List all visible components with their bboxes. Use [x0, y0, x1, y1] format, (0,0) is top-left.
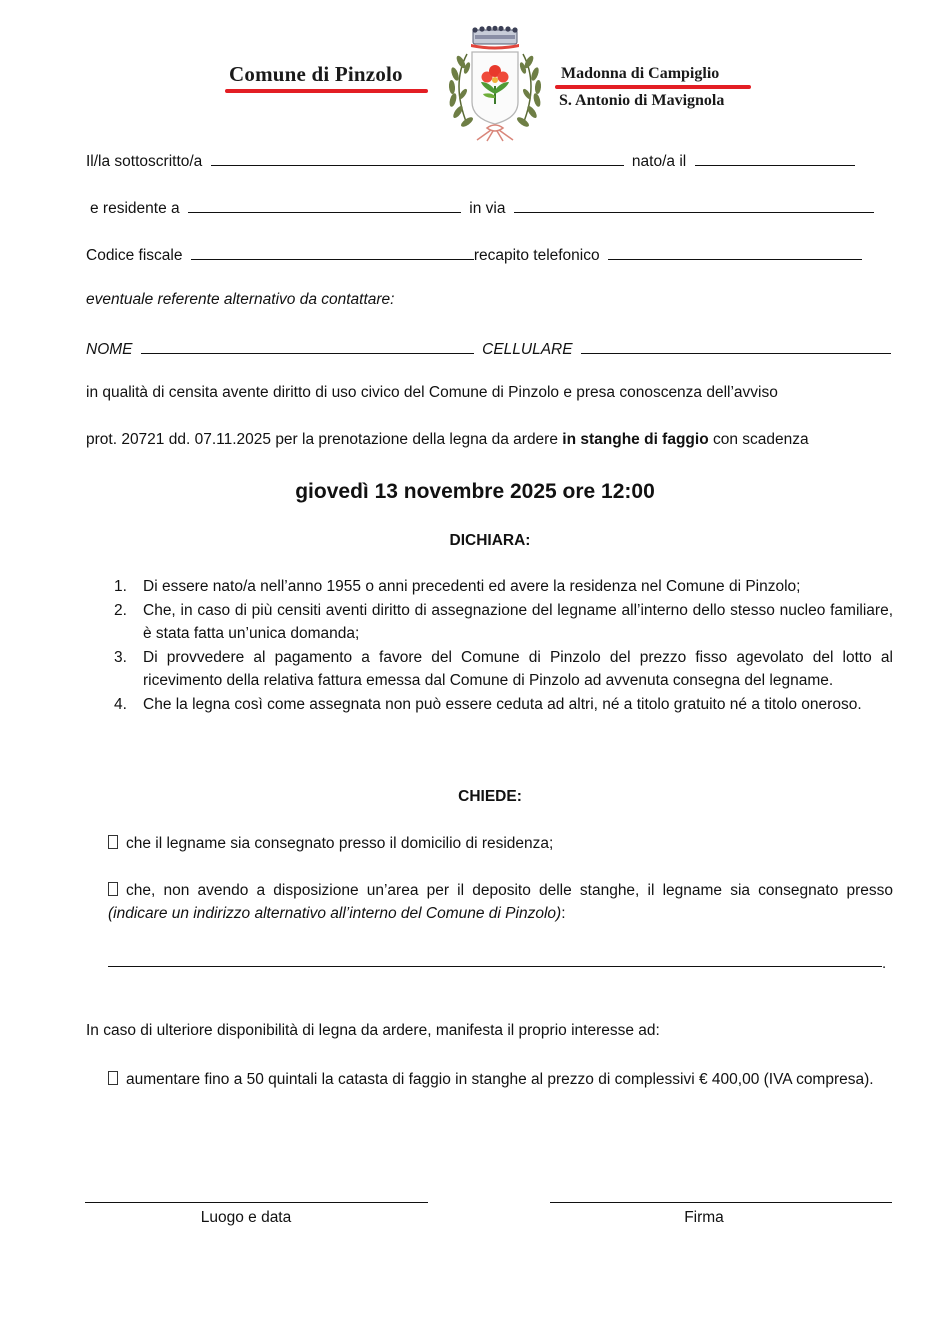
declaration-item: 1. Di essere nato/a nell’anno 1955 o anni precedenti ed avere la residenza nel Comune di Pinzolo; [114, 578, 801, 595]
option-text: aumentare fino a 50 quintali la catasta di faggio in stanghe al prezzo di complessivi € 400,00 (IVA compresa). [126, 1071, 874, 1088]
option-text: che, non avendo a disposizione un’area per il deposito delle stanghe, il legname sia consegnato presso [126, 882, 893, 899]
tax-phone-row [86, 243, 892, 266]
header-right [555, 65, 755, 110]
option-text: che il legname sia consegnato presso il domicilio di residenza; [126, 835, 554, 852]
red-divider [555, 85, 751, 89]
alt-address-end: . [882, 955, 887, 972]
alt-contact-heading: eventuale referente alternativo da contattare: [86, 291, 395, 308]
intro-text: prot. 20721 dd. 07.11.2025 per la prenotazione della legna da ardere [86, 431, 563, 448]
header-left [225, 62, 428, 93]
tax-code-label: Codice fiscale [86, 247, 183, 264]
laurel-right-icon [516, 54, 542, 128]
alt-contact-row [86, 337, 892, 360]
declaration-list [86, 575, 893, 716]
option-note: (indicare un indirizzo alternativo all’interno del Comune di Pinzolo) [108, 905, 562, 922]
checkbox-icon[interactable] [108, 835, 118, 849]
red-divider [225, 89, 428, 93]
laurel-left-icon [448, 54, 474, 128]
intro-line-2 [86, 430, 892, 450]
residence-row [90, 196, 896, 219]
place-date-field[interactable] [85, 1202, 428, 1203]
delivery-option-residence [108, 832, 893, 855]
alt-name-field[interactable] [141, 337, 474, 354]
street-label: in via [469, 200, 506, 217]
residence-city-field[interactable] [188, 196, 461, 213]
ribbon-icon [477, 125, 513, 141]
place-date-label: Luogo e data [200, 1209, 292, 1226]
municipality-title: Comune di Pinzolo [229, 62, 403, 86]
born-label: nato/a il [631, 153, 687, 170]
tax-code-field[interactable] [191, 243, 474, 260]
intro-bold-text: in stanghe di faggio [562, 431, 709, 448]
option-colon: : [561, 905, 566, 922]
declaration-item: 3. Di provvedere al pagamento a favore del Comune di Pinzolo del prezzo fisso agevolato del lotto al ricevimento della relativa fattura emessa dal Comune di Pinzolo ad avvenuta consegna del legname. [114, 648, 893, 689]
alt-name-label: NOME [86, 341, 133, 358]
alt-mobile-field[interactable] [581, 337, 891, 354]
birth-date-field[interactable] [695, 149, 855, 166]
phone-label: recapito telefonico [473, 247, 600, 264]
declaration-item: 2. Che, in caso di più censiti aventi diritto di assegnazione del legname all’interno dello stesso nucleo familiare, è stata fatta un’unica domanda; [114, 601, 893, 642]
resident-label: e residente a [90, 200, 180, 217]
intro-line-1: in qualità di censita avente diritto di uso civico del Comune di Pinzolo e presa conoscenza dell’avviso [86, 384, 778, 401]
requests-title: CHIEDE: [458, 788, 522, 805]
locality-madonna: Madonna di Campiglio [561, 65, 720, 82]
signature-label: Firma [684, 1209, 724, 1226]
declares-title: DICHIARA: [449, 532, 531, 549]
checkbox-icon[interactable] [108, 882, 118, 896]
delivery-option-alternative [108, 879, 893, 925]
signature-field[interactable] [550, 1202, 892, 1203]
alt-address-field[interactable] [108, 966, 882, 967]
extra-intro: In caso di ulteriore disponibilità di legna da ardere, manifesta il proprio interesse ad: [86, 1022, 660, 1039]
applicant-name-row [86, 149, 892, 172]
signer-label: Il/la sottoscritto/a [86, 153, 203, 170]
coat-of-arms-icon [437, 24, 553, 142]
checkbox-icon[interactable] [108, 1071, 118, 1085]
signer-name-field[interactable] [211, 149, 624, 166]
street-field[interactable] [514, 196, 874, 213]
crown-icon [471, 26, 519, 50]
locality-sant-antonio: S. Antonio di Mavignola [559, 92, 725, 109]
deadline-heading: giovedì 13 novembre 2025 ore 12:00 [295, 480, 655, 503]
declaration-item: 4. Che la legna così come assegnata non può essere ceduta ad altri, né a titolo gratuito né a titolo oneroso. [114, 695, 862, 713]
extra-option [108, 1068, 893, 1091]
alt-mobile-label: CELLULARE [482, 341, 573, 358]
intro-text-end: con scadenza [708, 431, 809, 448]
phone-field[interactable] [608, 243, 862, 260]
